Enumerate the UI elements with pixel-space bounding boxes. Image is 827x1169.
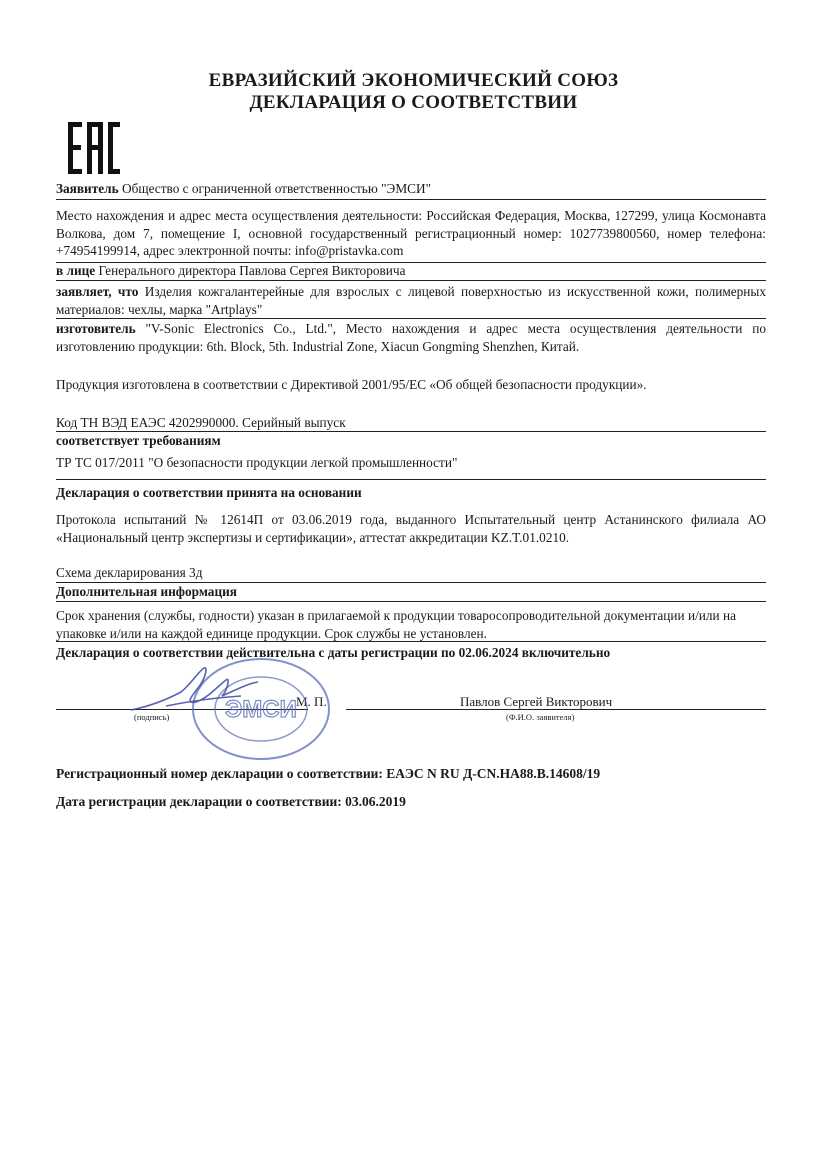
declares-row [56,283,766,318]
basis-scheme: Схема декларирования 3д [56,565,203,580]
registration-number: Регистрационный номер декларации о соответствии: ЕАЭС N RU Д-CN.HA88.B.14608/19 [56,766,601,781]
declaration-title: ДЕКЛАРАЦИЯ О СООТВЕТСТВИИ [249,92,578,113]
applicant-label: Заявитель [56,181,119,196]
eac-mark-icon [66,120,122,176]
stamp-text: ЭМСИ [225,696,297,723]
divider [56,280,766,281]
requirements-value: ТР ТС 017/2011 "О безопасности продукции легкой промышленности" [56,455,458,470]
validity-text: Декларация о соответствии действительна с даты регистрации по 02.06.2024 включительно [56,645,611,660]
applicant-row [56,180,766,198]
divider [56,601,766,602]
divider [56,318,766,319]
registration-date: Дата регистрации декларации о соответствии: 03.06.2019 [56,794,406,809]
person-label: в лице [56,263,96,278]
seal-label: М. П. [296,694,327,709]
manufacturer-row [56,320,766,355]
handwritten-signature-icon [126,662,276,722]
code-text: Код ТН ВЭД ЕАЭС 4202990000. Серийный выпуск [56,415,346,430]
person-value: Генерального директора Павлова Сергея Викторовича [95,263,406,278]
additional-value: Срок хранения (службы, годности) указан в прилагаемой к продукции товаросопроводительной документации и/или на упаковке и/или на каждой единице продукции. Срок службы не установлен. [56,608,736,641]
manufacturer-label: изготовитель [56,321,136,336]
declares-value: Изделия кожгалантерейные для взрослых с лицевой поверхностью из искусственной кожи, полимерных материалов: чехлы, марка "Artplays" [56,284,766,317]
divider [56,479,766,480]
additional-label: Дополнительная информация [56,584,237,599]
divider [56,199,766,200]
requirements-label: соответствует требованиям [56,433,221,448]
union-title: ЕВРАЗИЙСКИЙ ЭКОНОМИЧЕСКИЙ СОЮЗ [208,70,619,91]
address-text: Место нахождения и адрес места осуществления деятельности: Российская Федерация, Москва, 127299, улица Космонавта Волкова, дом 7, помещение I, основной государственный регистрационный номер: 1027739800560, номер телефона: +74954199914, адрес электронной почты: info@pristavka.com [56,208,766,258]
name-caption: (Ф.И.О. заявителя) [506,712,575,722]
signature-area [56,640,766,760]
manufacturer-value: "V-Sonic Electronics Co., Ltd.", Место нахождения и адрес места осуществления деятельности по изготовлению продукции: 6th. Block, 5th. Industrial Zone, Xiacun Gongming Shenzhen, Китай. [56,321,766,354]
person-row [56,262,766,280]
declares-label: заявляет, что [56,284,139,299]
basis-protocol: Протокола испытаний № 12614П от 03.06.2019 года, выданного Испытательный центр Астанинского филиала АО «Национальный центр экспертизы и сертификации», аттестат аккредитации KZ.T.01.0210. [56,512,766,545]
directive-text: Продукция изготовлена в соответствии с Директивой 2001/95/ЕС «Об общей безопасности продукции». [56,377,647,392]
applicant-value: Общество с ограниченной ответственностью "ЭМСИ" [118,181,432,196]
applicant-name: Павлов Сергей Викторович [460,694,613,709]
basis-label: Декларация о соответствии принята на основании [56,485,362,500]
signature-caption: (подпись) [134,712,170,722]
